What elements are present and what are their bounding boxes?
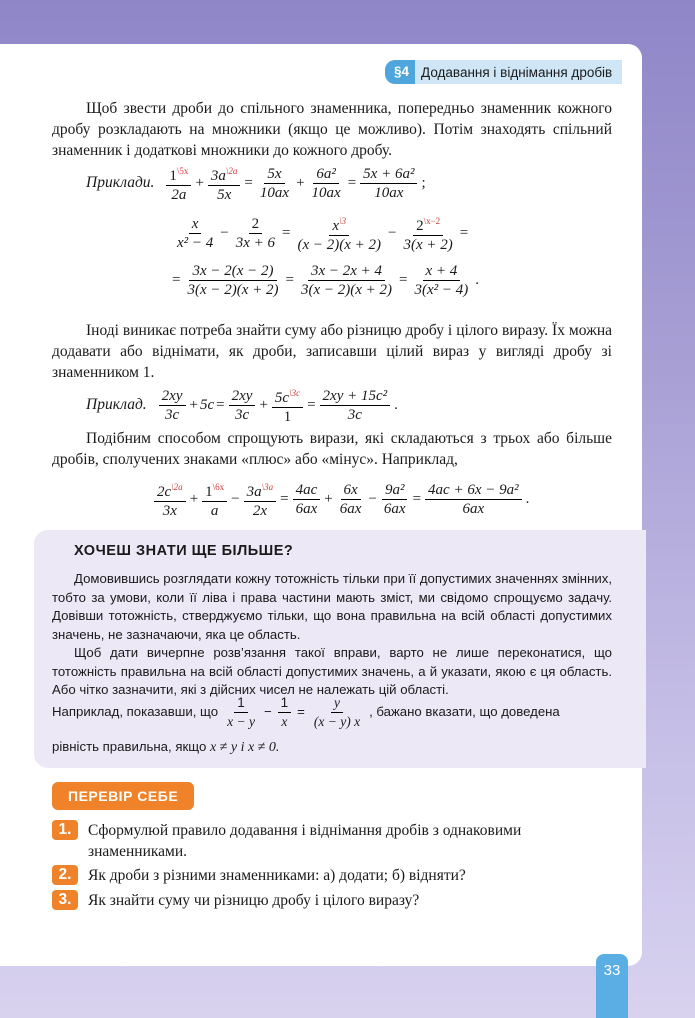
question-text: Як знайти суму чи різницю дробу і цілого виразу?: [88, 892, 420, 909]
paragraph-3: Подібним способом спрощують вирази, які складаються з трьох або більше дробів, сполучених знаками «плюс» або «мінус». Наприклад,: [52, 430, 612, 468]
page-number: 33: [596, 954, 628, 1018]
example-label: Приклад.: [86, 396, 147, 413]
question-number: 1.: [52, 820, 78, 840]
question-2: [52, 865, 614, 886]
question-1: [52, 820, 614, 862]
section-tag: [385, 60, 622, 84]
question-number: 2.: [52, 865, 78, 885]
math-example-5: $\frac{2c^{\backslash 2a}}{3x}$ + $\frac{1^{\backslash 6x}}{a}$ − $\frac{3a^{\backslash 3a}}{2x}$ = $\frac{4ac}{6ax}$ + $\frac{6x}{6ax}$ − $\frac{\text{9a²}}{6ax}$ = $\frac{\text{4ac + 6x − 9a²}}{6ax}$ .: [152, 478, 529, 520]
section-number: §4: [385, 60, 415, 84]
info-paragraph-2: Щоб дати вичерпне розв’язання такої вправи, варто не лише переконатися, що тотожність правильна на всій області допустимих значень, а й указати, якою є ця область. Або чітко зазначити, які з дійсних чисел не належать цій області.: [52, 645, 612, 697]
math-example-3: = $\frac{3x - 2(x - 2)}{3(x - 2)(x + 2)}$ = $\frac{3x - 2x + 4}{3(x - 2)(x + 2)}$ = $\frac{x + 4}{\text{3(x² − 4)}}$ .: [172, 263, 480, 298]
paragraph-2: Іноді виникає потреба знайти суму або різницю дробу і цілого виразу. Їх можна додавати або віднімати, як дроби, записавши цілий вираз у вигляді дробу зі знаменником 1.: [52, 322, 612, 381]
question-3: [52, 890, 614, 911]
math-example-4: Приклад. $\frac{2xy}{3c}$ + 5c = $\frac{2xy}{3c}$ + $\frac{5c^{\backslash 3c}}{1}$ = $\frac{\text{2xy + 15c²}}{3c}$ .: [86, 384, 398, 426]
section-title: Додавання і віднімання дробів: [421, 64, 613, 80]
info-box-title: ХОЧЕШ ЗНАТИ ЩЕ БІЛЬШЕ?: [74, 543, 294, 559]
info-p3-cond: рівність правильна, якщо: [52, 739, 207, 754]
info-p3-end: , бажано вказати, що доведена: [369, 704, 560, 720]
info-paragraph-1: Домовившись розглядати кожну тотожність тільки при її допустимих значеннях змінних, тобто за умови, коли її ліва і права частини мають зміст, ми свідомо спрощуємо задачу. Довівши тотожність, стверджуємо тільки, що вона правильна на всій області допустимих значень, не зазначаючи, яка це область.: [52, 571, 612, 642]
math-example-1: Приклади. $\frac{1^{\backslash 5x}}{2a}$ + $\frac{3a^{\backslash 2a}}{5x}$ = $\frac{5x}{10ax}$ + $\frac{\text{6a²}}{10ax}$ = $\frac{\text{5x + 6a²}}{10ax}$ ;: [86, 162, 426, 204]
info-p3-math: x ≠ y і x ≠ 0.: [209, 740, 280, 755]
question-text: Як дроби з різними знаменниками: а) додати; б) відняти?: [88, 867, 466, 884]
question-number: 3.: [52, 890, 78, 910]
info-paragraph-3: Наприклад, показавши, що $\frac{1}{x - y}$ − $\frac{1}{x}$ = $\frac{y}{(x - y) x}$ , бажано вказати, що доведена: [52, 695, 560, 729]
check-yourself-badge: ПЕРЕВІР СЕБЕ: [52, 782, 194, 810]
info-p3-start: Наприклад, показавши, що: [52, 704, 219, 720]
question-text: Сформулюй правило додавання і віднімання дробів з однаковими знаменниками.: [88, 822, 522, 860]
math-example-2: $\frac{x}{\text{x² − 4}}$ − $\frac{2}{3x + 6}$ = $\frac{x^{\backslash 3}}{(x - 2)(x + 2)}$ − $\frac{2^{\backslash x-2}}{3(x + 2)}$ =: [172, 212, 468, 254]
paragraph-1: Щоб звести дроби до спільного знаменника, попередньо знаменник кожного дробу розкладають на множники (якщо це можливо). Потім знаходять спільний знаменник і додаткові множники до кожного дробу.: [52, 100, 612, 159]
info-paragraph-4: [52, 738, 612, 758]
examples-label: Приклади.: [86, 174, 155, 191]
